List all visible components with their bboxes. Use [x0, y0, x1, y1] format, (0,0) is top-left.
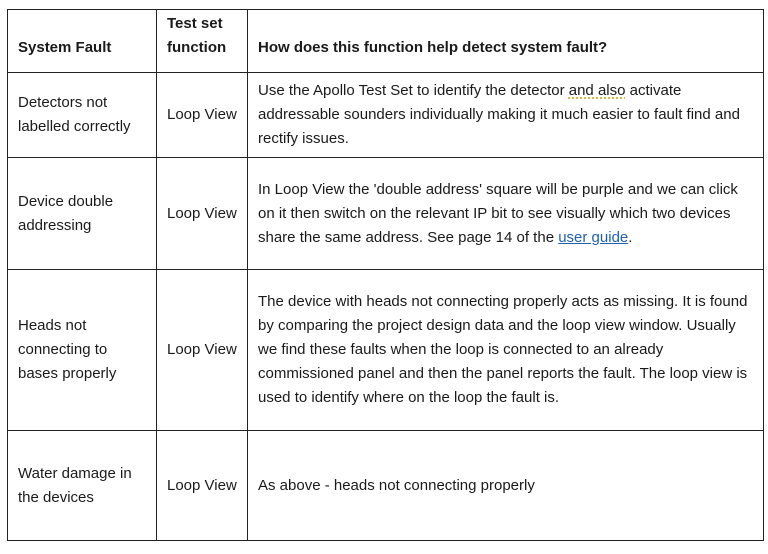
function-cell: Loop View [157, 270, 248, 431]
spellcheck-flagged-text: and also [568, 82, 626, 99]
table-row [8, 270, 764, 431]
description-cell: As above - heads not connecting properly [248, 431, 764, 541]
description-cell: The device with heads not connecting properly acts as missing. It is found by comparing the project design data and the loop view window. Usually we find these faults when the loop is connected to an already commissioned panel and then the panel reports the fault. The loop view is used to identify where on the loop the fault is. [248, 270, 764, 431]
description-text: . [628, 228, 633, 246]
fault-cell: Detectors not labelled correctly [8, 73, 157, 158]
description-cell [248, 73, 764, 158]
description-text: activate addressable sounders individually making it much easier to fault find and rectify issues. [258, 82, 740, 147]
fault-cell: Device double addressing [8, 158, 157, 270]
table-row [8, 73, 764, 158]
header-system-fault: System Fault [8, 10, 157, 73]
function-cell: Loop View [157, 431, 248, 541]
fault-cell: Water damage in the devices [8, 431, 157, 541]
fault-cell: Heads not connecting to bases properly [8, 270, 157, 431]
function-cell: Loop View [157, 73, 248, 158]
table-header-row [8, 10, 764, 73]
system-fault-table [7, 9, 764, 541]
function-cell: Loop View [157, 158, 248, 270]
table-row [8, 158, 764, 270]
description-cell [248, 158, 764, 270]
table-row [8, 431, 764, 541]
header-how-it-helps: How does this function help detect system fault? [248, 10, 764, 73]
description-text: Use the Apollo Test Set to identify the detector [258, 82, 569, 99]
header-test-set-function: Test set function [157, 10, 248, 73]
user-guide-link[interactable]: user guide [558, 228, 629, 246]
description-text: In Loop View the 'double address' square will be purple and we can click on it then switch on the relevant IP bit to see visually which two devices share the same address. See page 14 of the [258, 180, 738, 246]
